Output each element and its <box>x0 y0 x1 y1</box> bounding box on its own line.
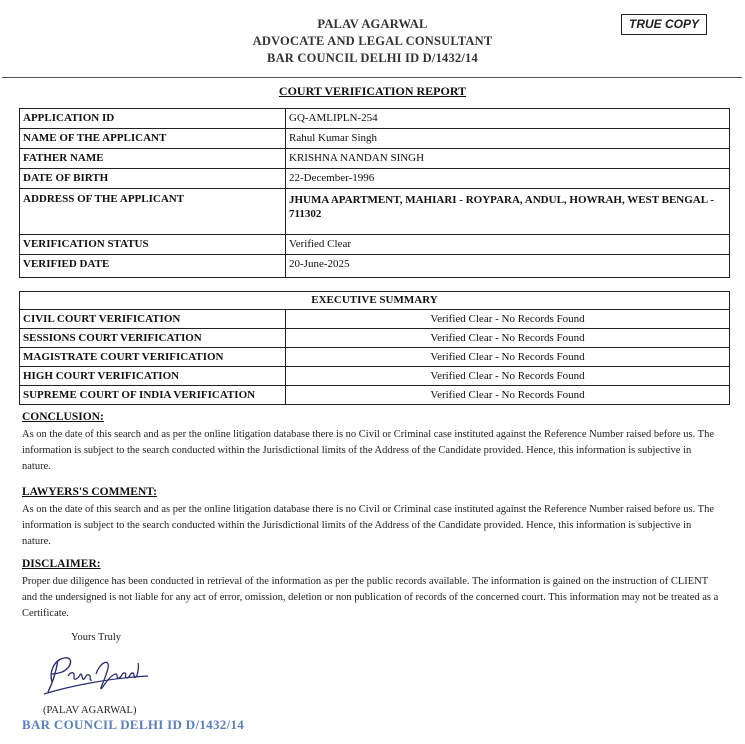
true-copy-stamp: TRUE COPY <box>621 14 707 35</box>
table-row <box>20 386 730 405</box>
row-value: Verified Clear - No Records Found <box>286 348 730 367</box>
row-value: Verified Clear - No Records Found <box>286 386 730 405</box>
table-row <box>20 235 730 255</box>
row-label: APPLICATION ID <box>20 109 286 129</box>
conclusion-title: CONCLUSION: <box>22 411 104 423</box>
table-row <box>20 149 730 169</box>
row-label: HIGH COURT VERIFICATION <box>20 367 286 386</box>
advocate-designation: ADVOCATE AND LEGAL CONSULTANT <box>252 34 493 48</box>
row-label: DATE OF BIRTH <box>20 169 286 189</box>
applicant-details-table <box>19 108 730 278</box>
row-value: KRISHNA NANDAN SINGH <box>286 149 730 169</box>
row-label: NAME OF THE APPLICANT <box>20 129 286 149</box>
table-row <box>20 255 730 278</box>
row-value: GQ-AMLIPLN-254 <box>286 109 730 129</box>
row-label: VERIFICATION STATUS <box>20 235 286 255</box>
table-row <box>20 129 730 149</box>
row-label: MAGISTRATE COURT VERIFICATION <box>20 348 286 367</box>
row-label: VERIFIED DATE <box>20 255 286 278</box>
table-row <box>20 367 730 386</box>
lawyers-comment-title: LAWYERS'S COMMENT: <box>22 486 157 498</box>
signatory-name: (PALAV AGARWAL) <box>43 705 137 716</box>
summary-heading: EXECUTIVE SUMMARY <box>20 292 730 310</box>
row-value: Verified Clear - No Records Found <box>286 310 730 329</box>
row-label: SESSIONS COURT VERIFICATION <box>20 329 286 348</box>
header-divider <box>2 77 742 78</box>
footer-bar-council-id: BAR COUNCIL DELHI ID D/1432/14 <box>22 717 245 732</box>
row-value: 22-December-1996 <box>286 169 730 189</box>
disclaimer-text: Proper due diligence has been conducted in retrieval of the information as per the public records available. The information is gained on the instruction of CLIENT and the undersigned is not liable for any act of error, omission, deletion or non publication of records of the concerned court. This information may not be treated as a Certificate. <box>22 576 719 619</box>
table-row <box>20 189 730 235</box>
disclaimer-title: DISCLAIMER: <box>22 558 101 570</box>
executive-summary-table <box>19 291 730 405</box>
row-label: FATHER NAME <box>20 149 286 169</box>
advocate-name: PALAV AGARWAL <box>317 17 428 31</box>
table-row <box>20 169 730 189</box>
bar-council-id: BAR COUNCIL DELHI ID D/1432/14 <box>267 51 478 65</box>
row-label: SUPREME COURT OF INDIA VERIFICATION <box>20 386 286 405</box>
table-row <box>20 109 730 129</box>
table-row <box>20 329 730 348</box>
conclusion-text: As on the date of this search and as per the online litigation database there is no Civil or Criminal case instituted against the Reference Number raised before us. The information is subject to the search conducted within the Jurisdictional limits of the Address of the Candidate provided. Hence, this information is subjective in nature. <box>22 429 715 472</box>
row-label: CIVIL COURT VERIFICATION <box>20 310 286 329</box>
row-value: Verified Clear - No Records Found <box>286 329 730 348</box>
row-value: Rahul Kumar Singh <box>286 129 730 149</box>
row-value: Verified Clear - No Records Found <box>286 367 730 386</box>
handwritten-signature <box>40 652 155 700</box>
closing-salutation: Yours Truly <box>71 632 122 643</box>
row-value: JHUMA APARTMENT, MAHIARI - ROYPARA, ANDUL, HOWRAH, WEST BENGAL - 711302 <box>286 189 730 235</box>
row-value: 20-June-2025 <box>286 255 730 278</box>
table-header-row <box>20 292 730 310</box>
lawyers-comment-text: As on the date of this search and as per the online litigation database there is no Civil or Criminal case instituted against the Reference Number raised before us. The information is subject to the search conducted within the Jurisdictional limits of the Address of the Candidate provided. Hence, this information is subjective in nature. <box>22 504 715 547</box>
table-row <box>20 348 730 367</box>
report-title: COURT VERIFICATION REPORT <box>278 84 467 98</box>
row-label: ADDRESS OF THE APPLICANT <box>20 189 286 235</box>
table-row <box>20 310 730 329</box>
row-value: Verified Clear <box>286 235 730 255</box>
